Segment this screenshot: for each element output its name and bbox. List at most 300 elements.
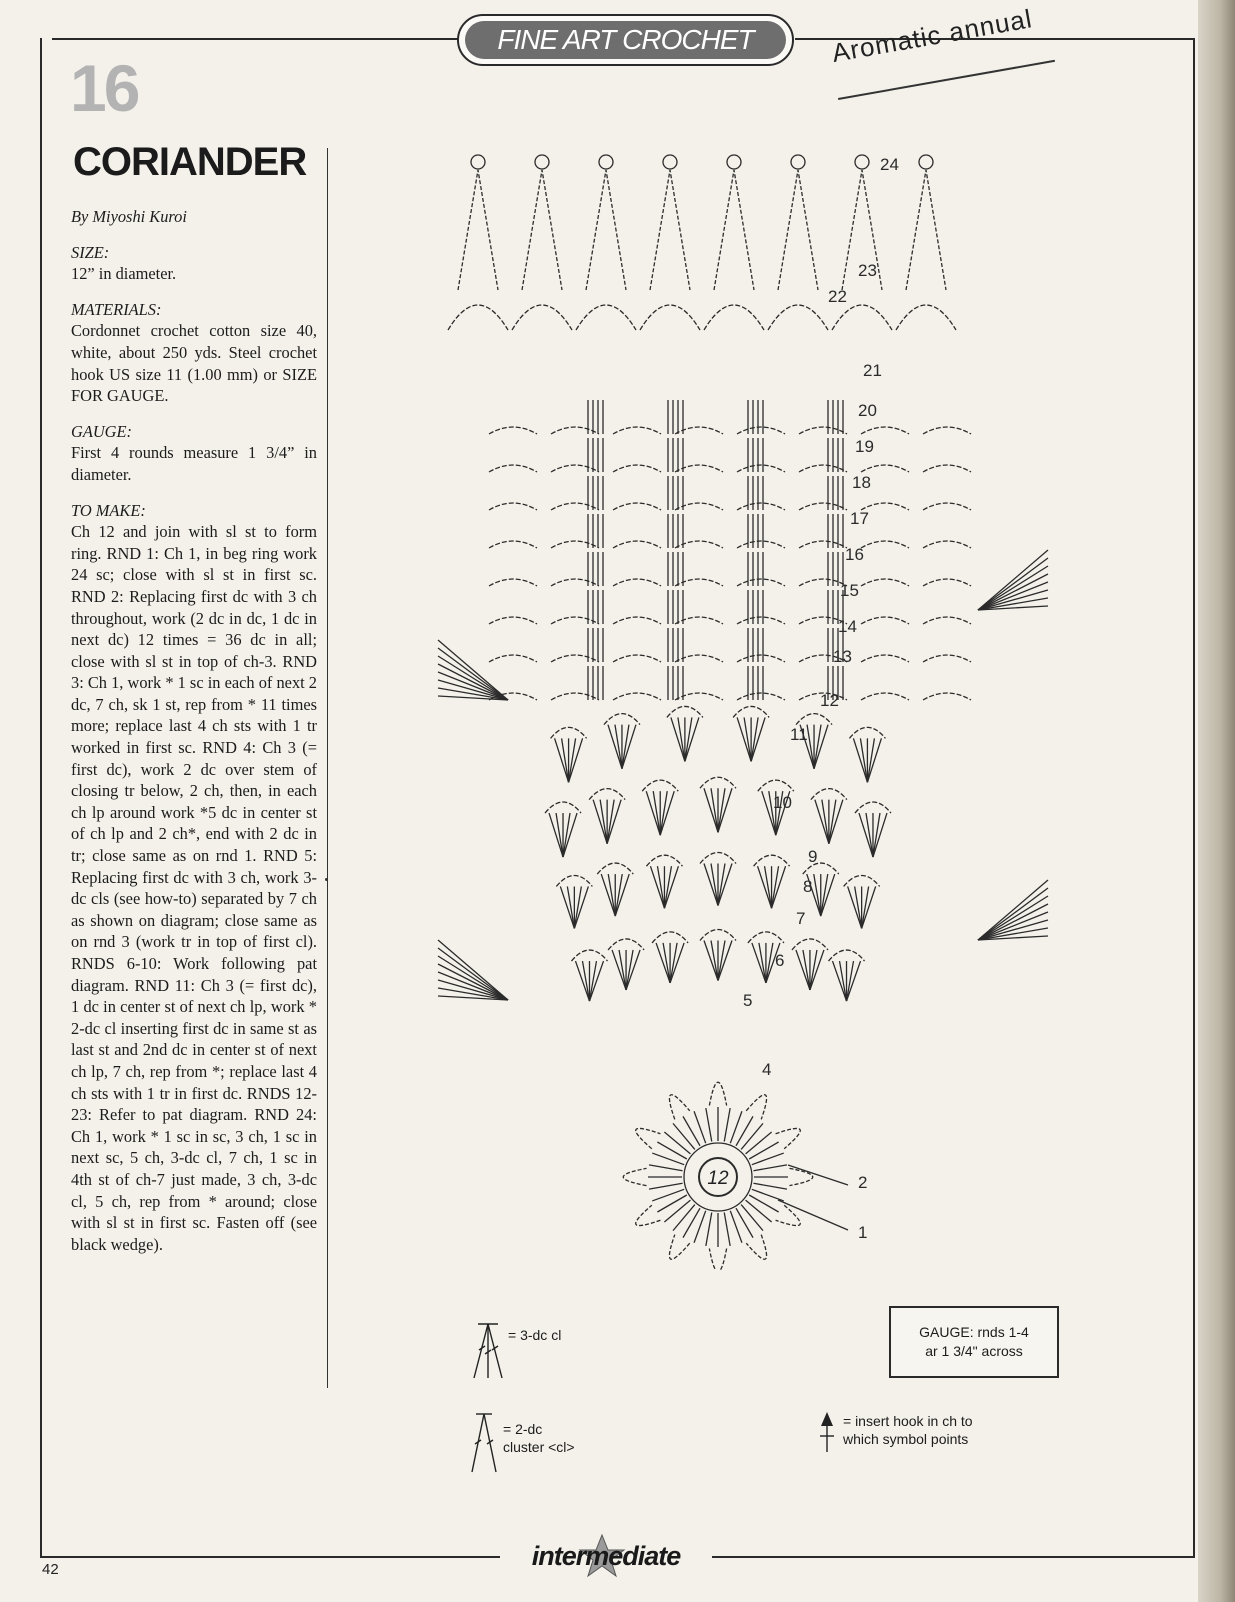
size-body: 12” in diameter. — [71, 264, 177, 284]
fan-stick — [862, 886, 869, 928]
page-number: 42 — [42, 1561, 59, 1578]
fan-arch — [642, 780, 678, 791]
fan-arch — [608, 939, 644, 950]
pattern-number: 16 — [70, 51, 138, 125]
skill-level-label: intermediate — [531, 1540, 681, 1571]
fan-stick — [867, 738, 874, 782]
fan-stick — [744, 717, 751, 761]
fan-stick — [814, 725, 821, 769]
dc-stitch — [753, 1183, 786, 1189]
round-label: 22 — [828, 287, 847, 306]
frame-bottom-right — [712, 1556, 1195, 1558]
fan-stick — [718, 788, 725, 832]
diagram-center-label: 12 — [707, 1168, 729, 1189]
round-label: 17 — [850, 509, 869, 528]
fan-stick — [862, 886, 876, 928]
round-label: 4 — [762, 1060, 772, 1079]
three-dc-cluster-label: = 3-dc cl — [508, 1327, 562, 1343]
chain-loop — [923, 503, 971, 510]
fan-stick — [718, 864, 725, 906]
dc-stitch — [746, 1132, 772, 1154]
leader-line — [778, 1200, 848, 1230]
fan-stick — [608, 874, 615, 916]
chain-loop — [551, 465, 599, 472]
fan-stick — [589, 961, 596, 1001]
fan-stick — [847, 961, 861, 1001]
dc-stitch — [706, 1108, 712, 1141]
fan-stick — [711, 864, 718, 906]
dc-stitch — [649, 1165, 682, 1171]
chain-loop — [799, 503, 847, 510]
fan-stick — [866, 813, 873, 857]
fan-stick — [737, 717, 751, 761]
chain-loop — [489, 579, 537, 586]
picot — [535, 155, 549, 169]
chain-loop — [489, 541, 537, 548]
insert-hook-label-line-2: which symbol points — [843, 1431, 969, 1447]
chain-loop — [489, 503, 537, 510]
fan-stick — [855, 886, 862, 928]
fan-stick — [821, 874, 828, 916]
chain-loop — [861, 655, 909, 662]
fan-stick — [657, 866, 664, 908]
chain-loop — [861, 579, 909, 586]
fan-stick — [656, 943, 670, 983]
chain-loop — [861, 427, 909, 434]
round-label: 13 — [833, 647, 852, 666]
scallop — [704, 305, 764, 330]
round-label: 2 — [858, 1173, 868, 1192]
fan-stick — [840, 961, 847, 1001]
chain-loop — [551, 503, 599, 510]
picot — [599, 155, 613, 169]
petal-chain — [746, 1235, 766, 1260]
fan-stick — [803, 950, 810, 990]
top-point — [458, 170, 498, 290]
dc-stitch — [724, 1108, 730, 1141]
magazine-banner — [457, 14, 794, 66]
fan-stick — [569, 738, 583, 782]
chain-loop — [923, 541, 971, 548]
fan-stick — [758, 866, 772, 908]
fan-arch — [551, 727, 587, 738]
fan-arch — [844, 875, 880, 886]
picot — [727, 155, 741, 169]
fan-stick — [664, 866, 671, 908]
chain-loop — [551, 427, 599, 434]
chain-loop — [923, 465, 971, 472]
frame-bottom-left — [40, 1556, 500, 1558]
fan-stick — [873, 813, 880, 857]
side-fan-stick — [978, 912, 1048, 940]
fan-stick — [549, 813, 563, 857]
chain-loop — [613, 427, 661, 434]
fan-stick — [589, 961, 603, 1001]
to-make-heading: TO MAKE: — [71, 500, 146, 520]
top-point — [906, 170, 946, 290]
dc-stitch — [746, 1200, 772, 1222]
side-fan-stick — [978, 558, 1048, 610]
petal-chain — [746, 1095, 766, 1120]
scallop — [896, 305, 956, 330]
round-label: 15 — [840, 581, 859, 600]
chain-loop — [613, 465, 661, 472]
fan-arch — [700, 930, 736, 941]
margin-dot — [325, 878, 328, 881]
fan-arch — [792, 939, 828, 950]
fan-stick — [810, 950, 824, 990]
fan-stick — [660, 791, 667, 835]
fan-arch — [855, 802, 891, 813]
round-label: 19 — [855, 437, 874, 456]
chain-loop — [675, 655, 723, 662]
fan-stick — [626, 950, 640, 990]
insert-hook-arrow-icon — [815, 1410, 839, 1456]
dc-stitch — [724, 1212, 730, 1245]
fan-arch — [571, 950, 607, 961]
picot — [663, 155, 677, 169]
dc-stitch — [673, 1205, 695, 1231]
picot — [471, 155, 485, 169]
picot — [919, 155, 933, 169]
fan-stick — [704, 864, 718, 906]
gauge-note-line-2: ar 1 3/4" across — [925, 1343, 1023, 1359]
fan-stick — [711, 788, 718, 832]
chain-loop — [551, 579, 599, 586]
side-fan-stick — [438, 972, 508, 1000]
fan-stick — [751, 717, 765, 761]
chain-loop — [551, 655, 599, 662]
fan-stick — [555, 738, 569, 782]
fan-stick — [718, 941, 725, 981]
fan-stick — [751, 717, 758, 761]
fan-stick — [650, 866, 664, 908]
chain-loop — [799, 465, 847, 472]
fan-arch — [748, 932, 784, 943]
chain-loop — [613, 655, 661, 662]
chain-loop — [923, 617, 971, 624]
round-label: 8 — [803, 877, 813, 896]
fan-stick — [556, 813, 563, 857]
petal-chain — [669, 1095, 689, 1120]
fan-stick — [685, 717, 692, 761]
fan-stick — [810, 950, 817, 990]
scallop — [832, 305, 892, 330]
fan-arch — [700, 777, 736, 788]
frame-left — [40, 38, 42, 1558]
two-dc-cluster-label-line-1: = 2-dc — [503, 1421, 543, 1437]
chain-loop — [675, 503, 723, 510]
fan-arch — [604, 714, 640, 725]
fan-stick — [829, 800, 836, 844]
banner-title: FINE ART CROCHET — [465, 21, 786, 59]
crochet-diagram — [418, 140, 1118, 1270]
chain-loop — [489, 465, 537, 472]
fan-stick — [759, 943, 766, 983]
column-rule — [327, 148, 328, 1388]
chain-loop — [737, 427, 785, 434]
insert-hook-label — [843, 1412, 973, 1448]
chain-loop — [737, 655, 785, 662]
fan-stick — [670, 943, 677, 983]
chain-loop — [737, 693, 785, 700]
fan-stick — [619, 950, 626, 990]
dc-stitch — [664, 1200, 690, 1222]
diagram-stitches — [438, 155, 1048, 1270]
side-fan-stick — [438, 672, 508, 700]
top-point — [778, 170, 818, 290]
fan-stick — [612, 950, 626, 990]
fan-arch — [700, 853, 736, 864]
chain-loop — [613, 579, 661, 586]
dc-stitch — [673, 1123, 695, 1149]
materials-body: Cordonnet crochet cotton size 40, white, about 250 yds. Steel crochet hook US size 11 (1.00 mm) or SIZE FOR GAUGE. — [71, 321, 317, 406]
fan-arch — [811, 789, 847, 800]
scallop — [576, 305, 636, 330]
chain-loop — [613, 617, 661, 624]
fan-stick — [829, 800, 843, 844]
chain-loop — [737, 503, 785, 510]
fan-stick — [821, 874, 835, 916]
fan-stick — [593, 800, 607, 844]
fan-stick — [766, 943, 773, 983]
adjacent-page-edge — [1198, 0, 1235, 1602]
fan-stick — [563, 813, 570, 857]
fan-stick — [670, 943, 684, 983]
scallop — [768, 305, 828, 330]
chain-loop — [675, 541, 723, 548]
fan-stick — [807, 725, 814, 769]
fan-stick — [815, 800, 829, 844]
side-fan-stick — [978, 582, 1048, 610]
chain-loop — [923, 655, 971, 662]
chain-loop — [551, 693, 599, 700]
materials-heading: MATERIALS: — [71, 299, 162, 319]
fan-stick — [582, 961, 589, 1001]
dc-stitch — [741, 1123, 763, 1149]
fan-stick — [563, 813, 577, 857]
fan-arch — [589, 789, 625, 800]
chain-loop — [489, 655, 537, 662]
fan-stick — [664, 866, 678, 908]
fan-stick — [560, 886, 574, 928]
frame-right — [1193, 38, 1195, 1558]
petal-chain — [709, 1082, 726, 1105]
chain-loop — [613, 541, 661, 548]
pattern-title: CORIANDER — [73, 140, 307, 184]
dc-stitch — [649, 1183, 682, 1189]
round-label: 12 — [820, 691, 839, 710]
round-label: 7 — [796, 909, 806, 928]
chain-loop — [799, 541, 847, 548]
fan-stick — [814, 874, 821, 916]
fan-stick — [562, 738, 569, 782]
chain-loop — [861, 617, 909, 624]
legend-insert-hook — [815, 1410, 973, 1456]
side-fan-stick — [438, 648, 508, 700]
fan-stick — [646, 791, 660, 835]
fan-stick — [796, 950, 810, 990]
fan-stick — [671, 717, 685, 761]
chain-loop — [861, 693, 909, 700]
chain-loop — [737, 579, 785, 586]
two-dc-cluster-label — [503, 1420, 575, 1456]
gauge-note-box — [889, 1306, 1059, 1378]
fan-stick — [569, 738, 576, 782]
round-label: 11 — [790, 725, 808, 744]
chain-loop — [923, 579, 971, 586]
fan-stick — [718, 864, 732, 906]
two-dc-cluster-icon — [466, 1410, 502, 1476]
byline: By Miyoshi Kuroi — [71, 207, 187, 226]
chain-loop — [923, 427, 971, 434]
round-label: 24 — [880, 155, 899, 174]
petal-chain — [776, 1128, 801, 1148]
round-label: 20 — [858, 401, 877, 420]
petal-chain — [623, 1168, 646, 1185]
legend-3-dc-cluster — [470, 1320, 561, 1382]
round-label: 23 — [858, 261, 877, 280]
chain-loop — [489, 617, 537, 624]
fan-stick — [574, 886, 588, 928]
three-dc-cluster-icon — [470, 1320, 506, 1382]
petal-chain — [636, 1205, 661, 1225]
chain-loop — [923, 693, 971, 700]
chain-loop — [861, 541, 909, 548]
fan-stick — [607, 800, 621, 844]
round-label: 14 — [838, 617, 857, 636]
round-label: 9 — [808, 847, 818, 866]
section-tagline: Aromatic annual — [829, 3, 1035, 69]
top-point — [586, 170, 626, 290]
dc-stitch — [753, 1165, 786, 1171]
gauge-heading: GAUGE: — [71, 421, 132, 441]
fan-stick — [704, 788, 718, 832]
fan-stick — [574, 886, 581, 928]
fan-stick — [601, 874, 615, 916]
petal-chain — [669, 1235, 689, 1260]
to-make-body: Ch 12 and join with sl st to form ring. RND 1: Ch 1, in beg ring work 24 sc; close with sl st in first sc. RND 2: Replacing first dc with 3 ch throughout, work (2 dc in dc, 1 dc in next dc) 12 times = 36 dc in all; close with sl st in top of ch-3. RND 3: Ch 1, work * 1 sc in each of next 2 dc, 7 ch, sk 1 st, rep from * 11 times more; replace last 4 ch sts with 1 tr worked in first sc. RND 4: Ch 3 (= first dc), work 2 dc over stem of closing tr below, 2 ch, then, in each ch lp around work *5 dc in center st of ch lp and 2 ch*, end with 2 dc in tr; close same as on rnd 1. RND 5: Replacing first dc with 3 ch, work 3-dc cls (see how-to) separated by 7 ch as shown on diagram; close same as on rnd 3 (work tr in top of first cl). RNDS 6-10: Work following pat diagram. RND 11: Ch 3 (= first dc), 1 dc in center st of next ch lp, work * 2-dc cl inserting first dc in same st as last st and 2nd dc in center st of next ch lp, 7 ch, rep from *; replace last 4 ch sts with 1 tr in first dc. RNDS 12-23: Refer to pat diagram. RND 24: Ch 1, work * 1 sc in sc, 3 ch, 1 sc in next sc, 5 ch, 3-dc cl, 7 ch, 1 sc in 4th st of ch-7 just made, 3 ch, 3-dc cl, 5 ch, rep from * around; close with sl st in first sc. Fasten off (see black wedge). — [71, 522, 317, 1254]
chain-loop — [737, 617, 785, 624]
chain-loop — [675, 427, 723, 434]
fan-stick — [711, 941, 718, 981]
chain-loop — [737, 541, 785, 548]
fan-stick — [859, 813, 873, 857]
round-label: 5 — [743, 991, 753, 1010]
fan-stick — [848, 886, 862, 928]
side-fan-stick — [438, 948, 508, 1000]
fan-arch — [556, 875, 592, 886]
gauge-note-line-1: GAUGE: rnds 1-4 — [919, 1324, 1029, 1340]
fan-arch — [758, 780, 794, 791]
top-point — [650, 170, 690, 290]
fan-arch — [652, 932, 688, 943]
fan-stick — [653, 791, 660, 835]
legend-2-dc-cluster — [466, 1410, 575, 1476]
chain-loop — [613, 503, 661, 510]
picot — [855, 155, 869, 169]
fan-stick — [622, 725, 636, 769]
round-label: 6 — [775, 951, 785, 970]
size-heading: SIZE: — [71, 242, 110, 262]
fan-arch — [849, 727, 885, 738]
fan-stick — [772, 866, 779, 908]
petal-chain — [789, 1168, 812, 1185]
two-dc-cluster-label-line-2: cluster <cl> — [503, 1439, 575, 1455]
chain-loop — [675, 579, 723, 586]
fan-stick — [678, 717, 685, 761]
gauge-body: First 4 rounds measure 1 3/4” in diameter. — [71, 443, 317, 484]
chain-loop — [799, 427, 847, 434]
scallop — [512, 305, 572, 330]
fan-stick — [685, 717, 699, 761]
round-label: 21 — [863, 361, 882, 380]
chain-loop — [737, 465, 785, 472]
frame-top-left — [52, 38, 462, 40]
scallop — [448, 305, 508, 330]
fan-stick — [765, 866, 772, 908]
fan-stick — [608, 725, 622, 769]
fan-stick — [607, 800, 614, 844]
fan-arch — [667, 706, 703, 717]
chain-loop — [613, 693, 661, 700]
chain-loop — [675, 693, 723, 700]
fan-stick — [867, 738, 881, 782]
fan-arch — [796, 714, 832, 725]
fan-stick — [622, 725, 629, 769]
fan-stick — [615, 874, 622, 916]
fan-stick — [853, 738, 867, 782]
side-fan-stick — [978, 888, 1048, 940]
dc-stitch — [741, 1205, 763, 1231]
petal-chain — [636, 1128, 661, 1148]
round-label: 18 — [852, 473, 871, 492]
tagline-underline — [838, 60, 1055, 100]
fan-arch — [829, 950, 865, 961]
chain-loop — [551, 541, 599, 548]
fan-stick — [752, 943, 766, 983]
fan-stick — [833, 961, 847, 1001]
fan-stick — [718, 788, 732, 832]
fan-stick — [575, 961, 589, 1001]
round-label: 1 — [858, 1223, 868, 1242]
chain-loop — [551, 617, 599, 624]
leader-line — [788, 1165, 848, 1185]
fan-arch — [733, 706, 769, 717]
instructions-column — [71, 206, 317, 1269]
fan-stick — [615, 874, 629, 916]
insert-hook-label-line-1: = insert hook in ch to — [843, 1413, 973, 1429]
top-point — [522, 170, 562, 290]
round-label: 10 — [773, 793, 792, 812]
diagram-round-labels — [743, 155, 899, 1242]
fan-stick — [600, 800, 607, 844]
fan-stick — [873, 813, 887, 857]
fan-arch — [597, 863, 633, 874]
chain-loop — [489, 427, 537, 434]
petal-chain — [709, 1248, 726, 1270]
chain-loop — [675, 465, 723, 472]
fan-stick — [718, 941, 732, 981]
fan-stick — [567, 886, 574, 928]
chain-loop — [675, 617, 723, 624]
fan-stick — [663, 943, 670, 983]
scallop — [640, 305, 700, 330]
fan-stick — [847, 961, 854, 1001]
dc-stitch — [706, 1212, 712, 1245]
fan-arch — [545, 802, 581, 813]
fan-stick — [626, 950, 633, 990]
